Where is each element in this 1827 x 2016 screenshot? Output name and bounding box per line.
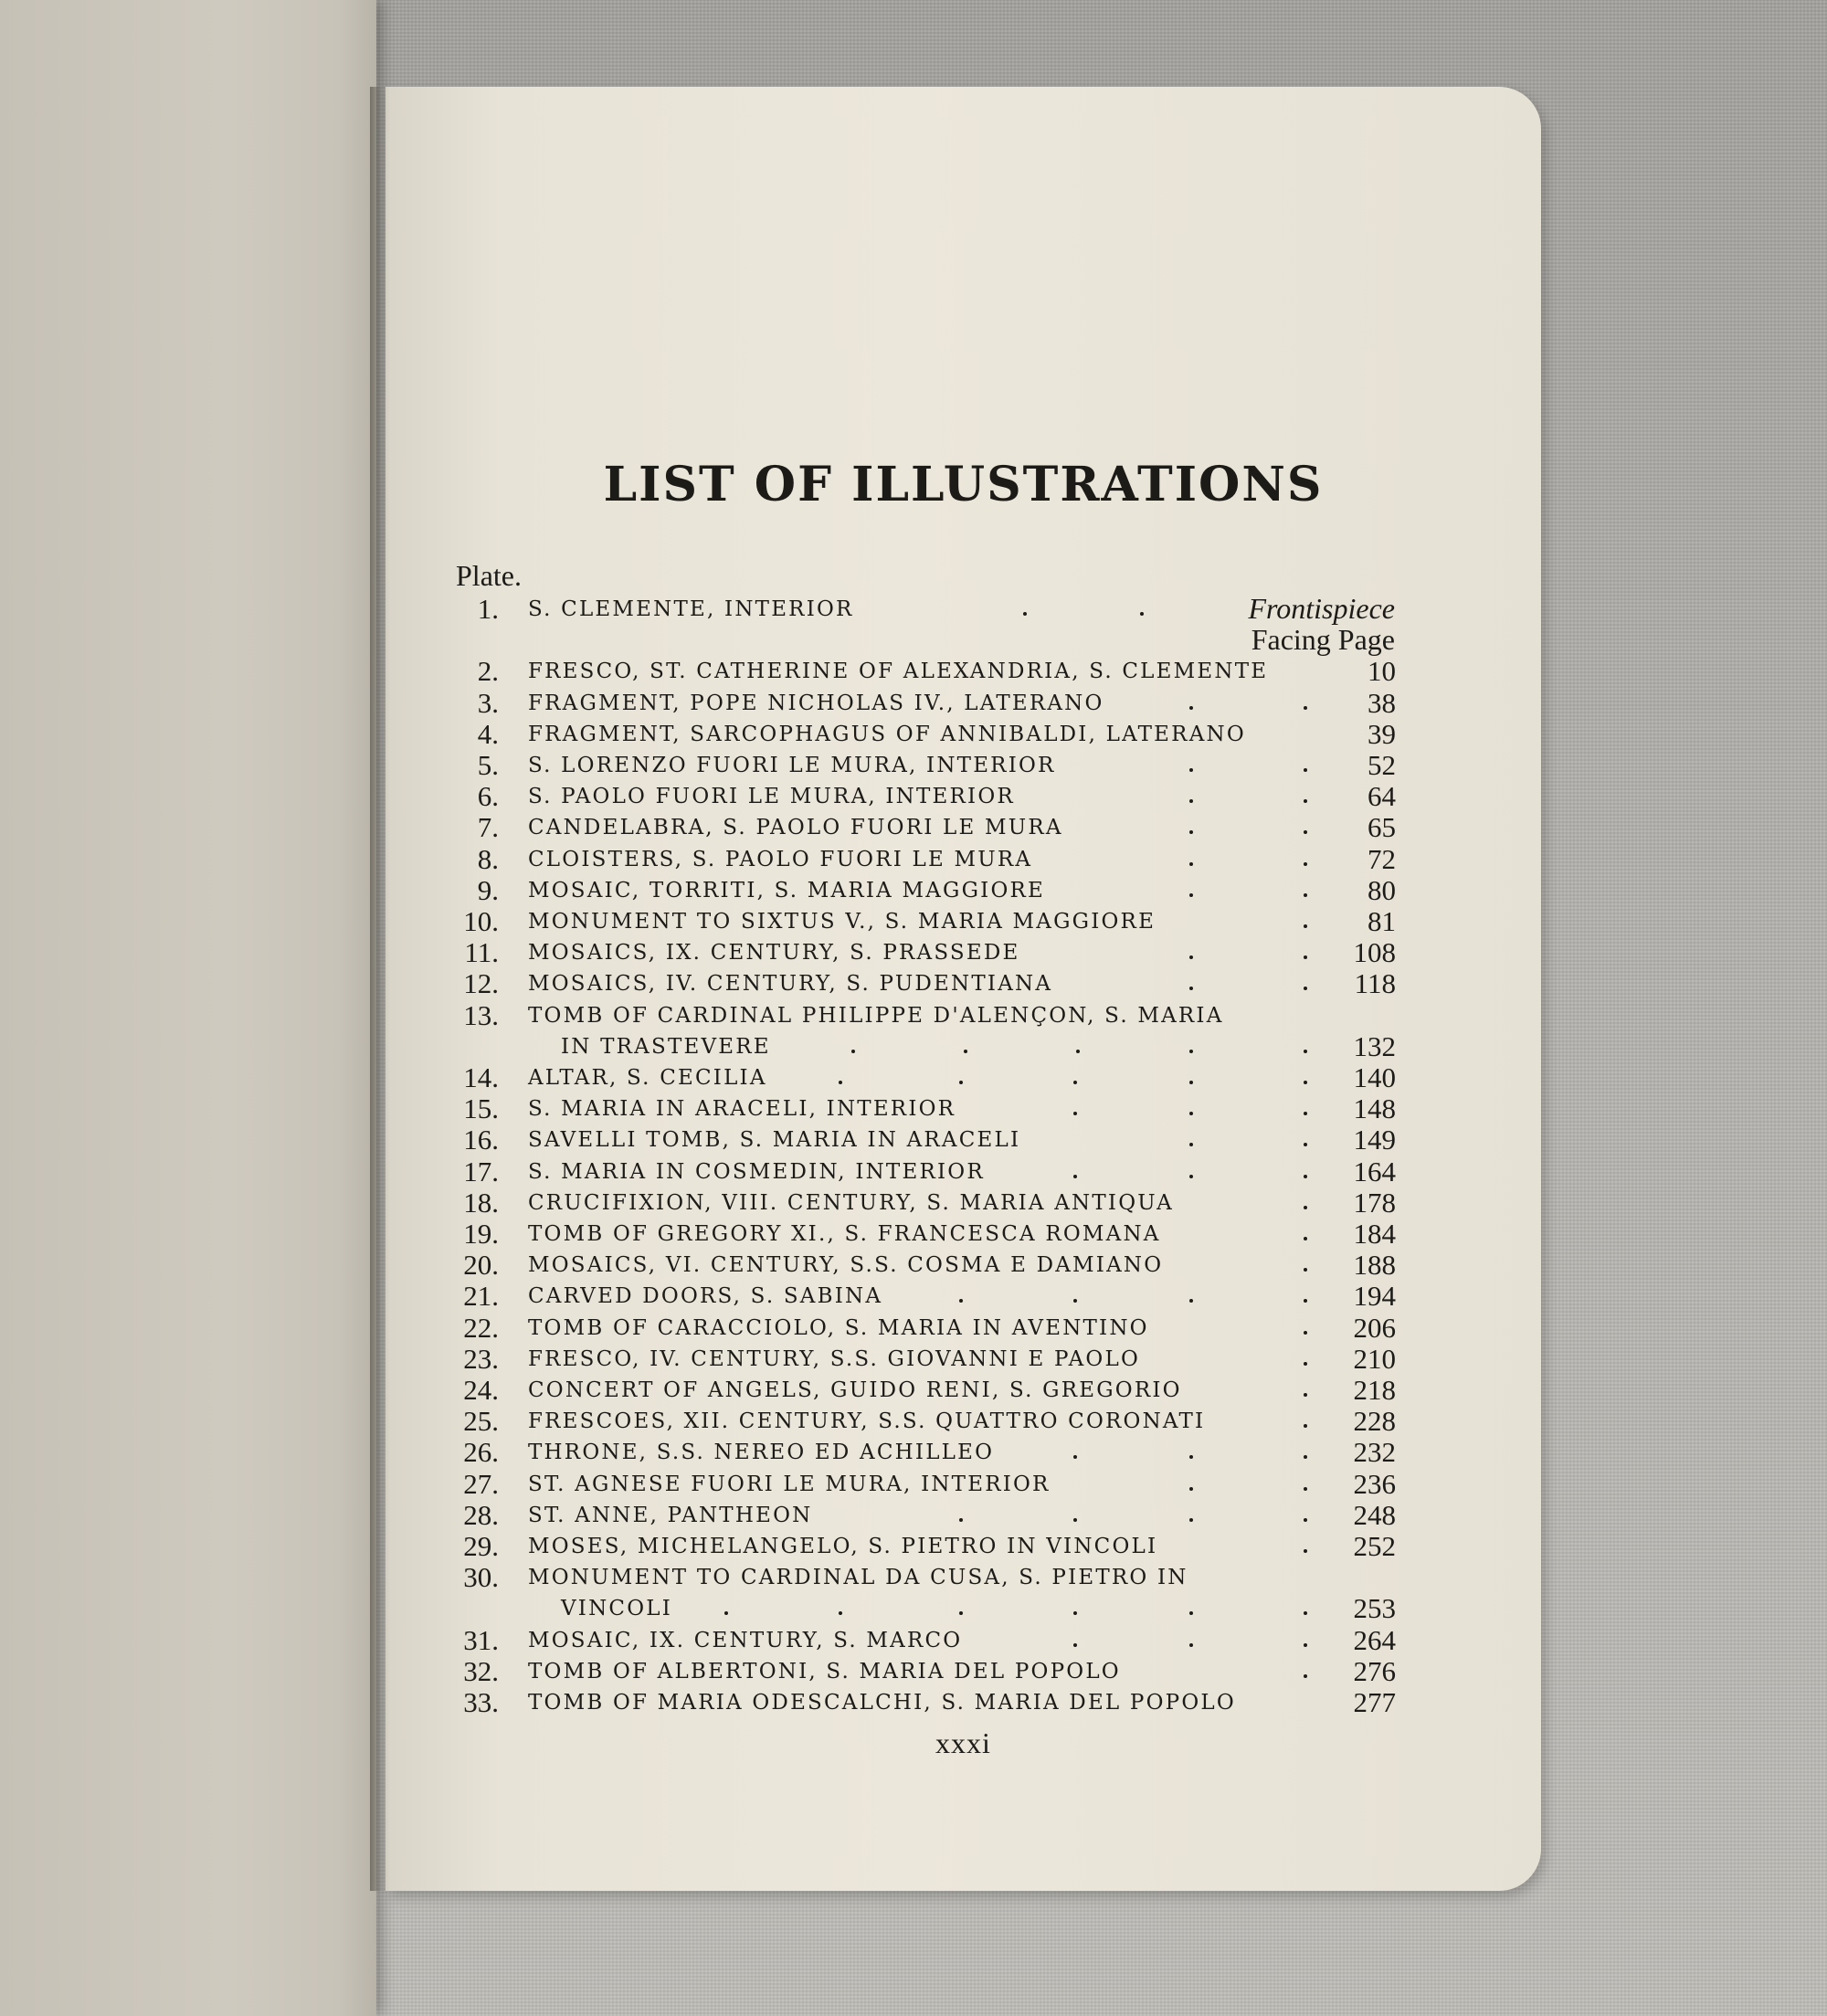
- plate-number: 28.: [463, 1498, 499, 1531]
- frontispiece-label: Frontispiece: [1248, 592, 1395, 625]
- illustration-title: FRAGMENT, POPE NICHOLAS IV., LATERANO: [528, 691, 1104, 715]
- page-ref: 81: [1368, 905, 1396, 937]
- list-item: [0, 1469, 1827, 1500]
- page-ref: 218: [1353, 1374, 1396, 1406]
- leader-dot: [1073, 1112, 1077, 1115]
- leader-dot: [1189, 768, 1193, 772]
- illustration-title: MOSAICS, IV. CENTURY, S. PUDENTIANA: [528, 972, 1053, 997]
- page-ref: 132: [1353, 1029, 1396, 1062]
- plate-number: 7.: [477, 811, 499, 844]
- plate-number: 31.: [463, 1623, 499, 1656]
- illustration-title: CANDELABRA, S. PAOLO FUORI LE MURA: [528, 816, 1063, 840]
- illustration-title: MONUMENT TO CARDINAL DA CUSA, S. PIETRO IN: [528, 1566, 1188, 1590]
- list-item: [0, 781, 1827, 812]
- leader-dot: [1304, 1050, 1307, 1053]
- plate-number: 13.: [463, 998, 499, 1031]
- leader-dot: [1304, 1299, 1307, 1303]
- illustration-title: TOMB OF CARACCIOLO, S. MARIA IN AVENTINO: [528, 1315, 1149, 1340]
- illustration-title: FRAGMENT, SARCOPHAGUS OF ANNIBALDI, LATERANO: [528, 722, 1246, 746]
- page-ref: 164: [1353, 1155, 1396, 1187]
- plate-number: 15.: [463, 1092, 499, 1125]
- page-ref: 108: [1353, 936, 1396, 969]
- leader-dot: [1304, 768, 1307, 772]
- illustration-title: CARVED DOORS, S. SABINA: [528, 1284, 883, 1309]
- illustration-title: TOMB OF MARIA ODESCALCHI, S. MARIA DEL POPOLO: [528, 1691, 1236, 1715]
- list-item: [0, 1437, 1827, 1468]
- page-heading: LIST OF ILLUSTRATIONS: [603, 457, 1324, 512]
- page-ref: 236: [1353, 1467, 1396, 1500]
- page-number: xxxi: [935, 1726, 991, 1759]
- plate-number: 2.: [477, 655, 499, 688]
- page-ref: 65: [1368, 811, 1396, 844]
- leader-dot: [1189, 1455, 1193, 1459]
- list-item: [0, 1656, 1827, 1687]
- leader-dot: [1189, 955, 1193, 959]
- list-item: [0, 1406, 1827, 1437]
- list-item: [0, 688, 1827, 719]
- plate-number: 3.: [477, 686, 499, 719]
- leader-dot: [1073, 1518, 1077, 1522]
- plate-number: 8.: [477, 842, 499, 875]
- page-ref: 276: [1353, 1654, 1396, 1687]
- illustration-title: FRESCO, ST. CATHERINE OF ALEXANDRIA, S. CLEMENTE: [528, 660, 1269, 684]
- page-ref: 72: [1368, 842, 1396, 875]
- plate-number: 18.: [463, 1186, 499, 1219]
- page-ref: 228: [1353, 1405, 1396, 1438]
- list-item: [0, 1219, 1827, 1250]
- illustration-title: MOSAICS, VI. CENTURY, S.S. COSMA E DAMIANO: [528, 1253, 1164, 1278]
- leader-dot: [1304, 1081, 1307, 1084]
- illustration-title: SAVELLI TOMB, S. MARIA IN ARACELI: [528, 1128, 1021, 1153]
- leader-dot: [1304, 955, 1307, 959]
- page-ref: 277: [1353, 1686, 1396, 1718]
- page-ref: 188: [1353, 1249, 1396, 1282]
- plate-number: 4.: [477, 717, 499, 750]
- leader-dot: [1189, 1487, 1193, 1491]
- list-item: [0, 719, 1827, 750]
- leader-dot: [1304, 1175, 1307, 1178]
- page-ref: 232: [1353, 1436, 1396, 1469]
- list-item: [0, 812, 1827, 843]
- leader-dot: [1304, 893, 1307, 897]
- list-item: [0, 1187, 1827, 1219]
- leader-dot: [1073, 1611, 1077, 1615]
- leader-dot: [839, 1611, 842, 1615]
- list-item: [0, 1250, 1827, 1281]
- page-ref: 206: [1353, 1311, 1396, 1344]
- page-ref: 248: [1353, 1498, 1396, 1531]
- page-ref: 178: [1353, 1186, 1396, 1219]
- leader-dot: [1304, 1424, 1307, 1428]
- page-ref: 64: [1368, 780, 1396, 813]
- plate-number: 33.: [463, 1686, 499, 1718]
- list-item: [0, 1124, 1827, 1156]
- plate-number: 29.: [463, 1530, 499, 1562]
- leader-dot: [959, 1081, 963, 1084]
- leader-dot: [1304, 706, 1307, 710]
- illustration-title: S. CLEMENTE, INTERIOR: [528, 597, 854, 621]
- list-item: [0, 875, 1827, 906]
- page-ref: 194: [1353, 1280, 1396, 1313]
- list-item: [0, 750, 1827, 781]
- plate-number: 6.: [477, 780, 499, 813]
- list-item: [0, 1313, 1827, 1344]
- illustration-title: S. LORENZO FUORI LE MURA, INTERIOR: [528, 754, 1056, 777]
- illustration-title: CLOISTERS, S. PAOLO FUORI LE MURA: [528, 847, 1033, 871]
- page-ref: 10: [1368, 655, 1396, 688]
- leader-dot: [1304, 1206, 1307, 1209]
- page-ref: 52: [1368, 749, 1396, 781]
- leader-dot: [1073, 1175, 1077, 1178]
- leader-dot: [1304, 862, 1307, 866]
- plate-number: 22.: [463, 1311, 499, 1344]
- page-ref: 39: [1368, 717, 1396, 750]
- leader-dot: [1304, 1112, 1307, 1115]
- leader-dot: [1189, 1081, 1193, 1084]
- leader-dot: [1189, 1143, 1193, 1146]
- leader-dot: [959, 1299, 963, 1303]
- illustration-title: CRUCIFIXION, VIII. CENTURY, S. MARIA ANTIQUA: [528, 1190, 1174, 1215]
- page-ref: 118: [1354, 967, 1396, 1000]
- leader-dot: [1189, 1112, 1193, 1115]
- leader-dot: [1304, 1518, 1307, 1522]
- leader-dot: [1189, 799, 1193, 803]
- leader-dot: [1189, 987, 1193, 990]
- illustration-title: ST. AGNESE FUORI LE MURA, INTERIOR: [528, 1472, 1051, 1496]
- illustration-title: S. MARIA IN COSMEDIN, INTERIOR: [528, 1159, 985, 1184]
- illustration-title: TOMB OF ALBERTONI, S. MARIA DEL POPOLO: [528, 1659, 1121, 1684]
- plate-number: 1.: [477, 593, 499, 625]
- leader-dot: [964, 1050, 967, 1053]
- page-ref: 148: [1353, 1092, 1396, 1125]
- leader-dot: [1189, 1175, 1193, 1178]
- list-item: [0, 1062, 1827, 1093]
- leader-dot: [1073, 1455, 1077, 1459]
- plate-number: 5.: [477, 749, 499, 781]
- leader-dot: [1304, 1331, 1307, 1335]
- leader-dot: [1304, 1393, 1307, 1397]
- leader-dot: [1073, 1643, 1077, 1647]
- list-item: [0, 1375, 1827, 1406]
- illustration-title: FRESCO, IV. CENTURY, S.S. GIOVANNI E PAOLO: [528, 1346, 1141, 1371]
- leader-dot: [1304, 1268, 1307, 1272]
- leader-dot: [1304, 1362, 1307, 1366]
- plate-number: 16.: [463, 1124, 499, 1156]
- leader-dot: [1189, 1518, 1193, 1522]
- page-ref: 210: [1353, 1342, 1396, 1375]
- leader-dot: [1189, 706, 1193, 710]
- leader-dot: [1304, 987, 1307, 990]
- leader-dot: [1076, 1050, 1080, 1053]
- page-ref: 184: [1353, 1218, 1396, 1250]
- list-item: [0, 1156, 1827, 1187]
- illustration-title: MONUMENT TO SIXTUS V., S. MARIA MAGGIORE: [528, 910, 1156, 934]
- leader-dot: [1073, 1299, 1077, 1303]
- illustration-title: TOMB OF GREGORY XI., S. FRANCESCA ROMANA: [528, 1222, 1161, 1246]
- plate-number: 21.: [463, 1280, 499, 1313]
- leader-dot: [1304, 1643, 1307, 1647]
- plate-number: 20.: [463, 1249, 499, 1282]
- plate-number: 14.: [463, 1061, 499, 1093]
- leader-dot: [851, 1050, 855, 1053]
- plate-number: 10.: [463, 905, 499, 937]
- list-item: [0, 656, 1827, 687]
- list-item: [0, 1625, 1827, 1656]
- page-ref: 140: [1353, 1061, 1396, 1093]
- plate-number: 17.: [463, 1155, 499, 1187]
- leader-dot: [1189, 1643, 1193, 1647]
- leader-dot: [959, 1518, 963, 1522]
- list-item: [0, 844, 1827, 875]
- plate-number: 25.: [463, 1405, 499, 1438]
- list-item: [0, 594, 1827, 625]
- leader-dot: [1140, 612, 1144, 616]
- list-item: [0, 937, 1827, 968]
- illustration-title: MOSAIC, IX. CENTURY, S. MARCO: [528, 1628, 963, 1652]
- plate-number: 19.: [463, 1218, 499, 1250]
- list-item: [0, 1031, 1827, 1062]
- leader-dot: [1189, 1050, 1193, 1053]
- plate-number: 12.: [463, 967, 499, 1000]
- illustration-title: IN TRASTEVERE: [561, 1034, 771, 1059]
- leader-dot: [1304, 1455, 1307, 1459]
- plate-number: 26.: [463, 1436, 499, 1469]
- list-item: [0, 968, 1827, 999]
- plate-number: 23.: [463, 1342, 499, 1375]
- illustration-title: ALTAR, S. CECILIA: [528, 1066, 767, 1090]
- illustration-title: THRONE, S.S. NEREO ED ACHILLEO: [528, 1441, 995, 1465]
- leader-dot: [1073, 1081, 1077, 1084]
- illustration-title: ST. ANNE, PANTHEON: [528, 1503, 813, 1527]
- leader-dot: [1189, 1611, 1193, 1615]
- page-ref: 253: [1353, 1592, 1396, 1625]
- leader-dot: [1304, 1143, 1307, 1146]
- plate-number: 30.: [463, 1561, 499, 1594]
- illustration-title: MOSES, MICHELANGELO, S. PIETRO IN VINCOLI: [528, 1535, 1158, 1558]
- list-item: [0, 1000, 1827, 1031]
- list-item: [0, 1344, 1827, 1375]
- leader-dot: [1189, 893, 1193, 897]
- plate-number: 32.: [463, 1654, 499, 1687]
- page-ref: 252: [1353, 1530, 1396, 1562]
- facing-page-label: Facing Page: [1251, 623, 1395, 656]
- leader-dot: [1304, 1237, 1307, 1240]
- leader-dot: [1304, 1611, 1307, 1615]
- page-ref: 264: [1353, 1623, 1396, 1656]
- list-item: [0, 1281, 1827, 1312]
- illustration-title: TOMB OF CARDINAL PHILIPPE D'ALENÇON, S. MARIA: [528, 1003, 1224, 1028]
- leader-dot: [1304, 1549, 1307, 1553]
- illustration-title: FRESCOES, XII. CENTURY, S.S. QUATTRO CORONATI: [528, 1409, 1206, 1434]
- leader-dot: [959, 1611, 963, 1615]
- leader-dot: [1304, 799, 1307, 803]
- leader-dot: [1304, 924, 1307, 928]
- list-item: [0, 1500, 1827, 1531]
- leader-dot: [1304, 1487, 1307, 1491]
- list-item: [0, 1593, 1827, 1624]
- leader-dot: [724, 1611, 728, 1615]
- plate-number: 24.: [463, 1374, 499, 1406]
- leader-dot: [1189, 862, 1193, 866]
- list-item: [0, 1562, 1827, 1593]
- illustration-title: VINCOLI: [561, 1597, 673, 1621]
- page-ref: 80: [1368, 873, 1396, 906]
- leader-dot: [1023, 612, 1027, 616]
- plate-column-label: Plate.: [456, 559, 522, 592]
- plate-number: 9.: [477, 873, 499, 906]
- illustration-title: MOSAICS, IX. CENTURY, S. PRASSEDE: [528, 941, 1020, 966]
- illustration-title: S. PAOLO FUORI LE MURA, INTERIOR: [528, 785, 1015, 809]
- list-item: [0, 1687, 1827, 1718]
- page-ref: 38: [1368, 686, 1396, 719]
- plate-number: 27.: [463, 1467, 499, 1500]
- list-item: [0, 1093, 1827, 1124]
- leader-dot: [1304, 1674, 1307, 1678]
- page-ref: 149: [1353, 1124, 1396, 1156]
- leader-dot: [1304, 830, 1307, 834]
- list-item: [0, 1531, 1827, 1562]
- leader-dot: [1189, 1299, 1193, 1303]
- leader-dot: [839, 1081, 842, 1084]
- illustration-title: MOSAIC, TORRITI, S. MARIA MAGGIORE: [528, 878, 1046, 902]
- leader-dot: [1189, 830, 1193, 834]
- illustration-title: CONCERT OF ANGELS, GUIDO RENI, S. GREGORIO: [528, 1378, 1182, 1402]
- list-item: [0, 906, 1827, 937]
- plate-number: 11.: [464, 936, 499, 969]
- illustration-title: S. MARIA IN ARACELI, INTERIOR: [528, 1097, 956, 1122]
